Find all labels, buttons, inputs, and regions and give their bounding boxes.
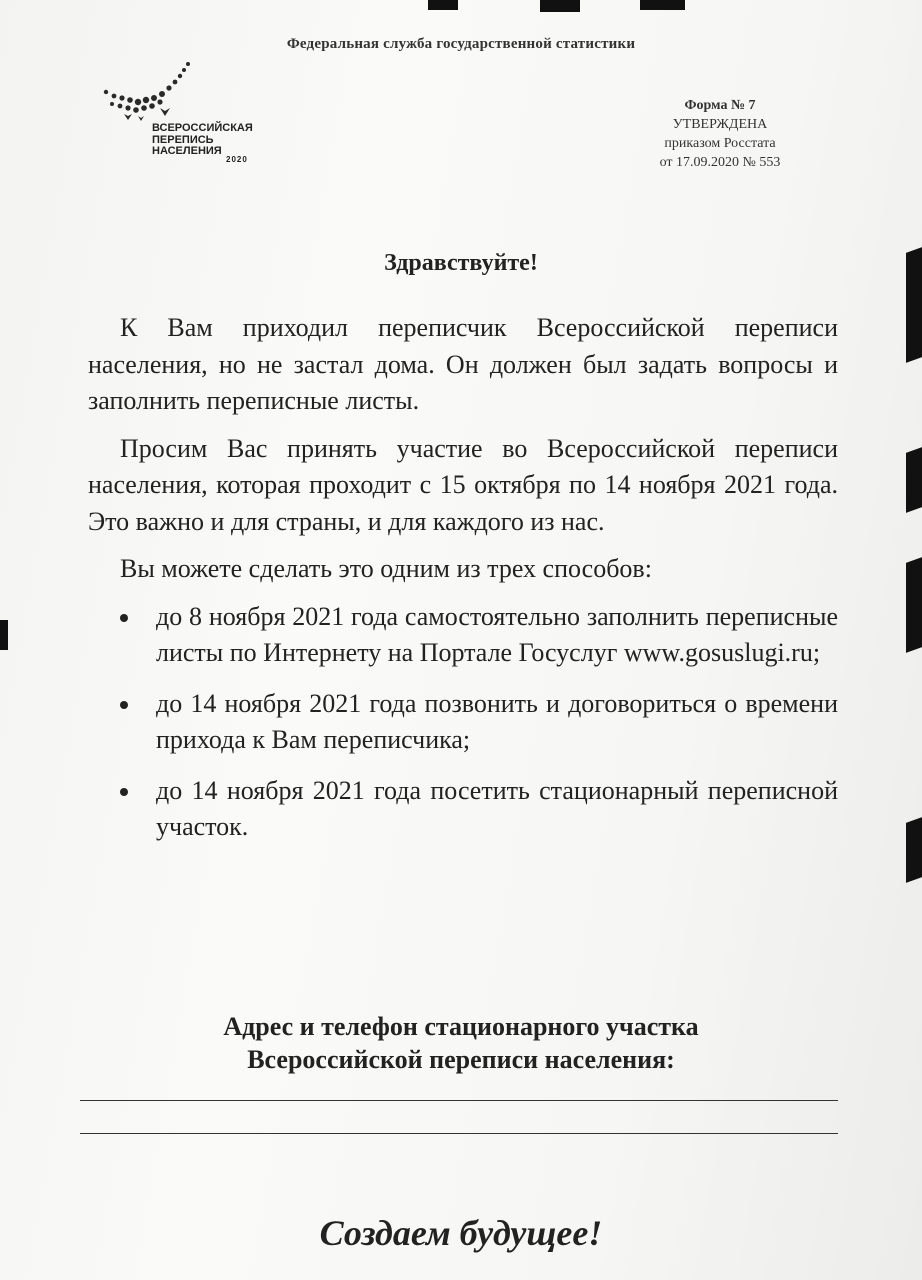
logo-line: ПЕРЕПИСЬ [152, 133, 214, 146]
address-heading-line: Всероссийской переписи населения: [247, 1045, 675, 1074]
slogan: Создаем будущее! [319, 1213, 603, 1253]
address-heading [0, 1010, 922, 1076]
form-approval-block [620, 96, 820, 172]
background-stripe [428, 0, 458, 10]
bullet-icon [120, 788, 128, 796]
greeting-heading: Здравствуйте! [384, 250, 538, 276]
list-item [88, 599, 838, 672]
logo-line: ВСЕРОССИЙСКАЯ [152, 122, 253, 134]
option-text: до 14 ноября 2021 года посетить стационарный переписной участок. [156, 775, 838, 841]
background-stripe [0, 620, 8, 650]
phone-blank-line [80, 1133, 838, 1134]
logo-year: 2020 [226, 155, 248, 164]
list-item [88, 773, 838, 846]
form-date: от 17.09.2020 № 553 [659, 155, 781, 170]
paragraph: Просим Вас принять участие во Всероссийской переписи населения, которая проходит с 15 октября по 14 ноября 2021 года. Это важно и для страны, и для каждого из нас. [88, 433, 838, 536]
form-order: приказом Росстата [664, 136, 776, 151]
bullet-icon [120, 614, 128, 622]
background-stripe [906, 817, 922, 883]
option-text: до 8 ноября 2021 года самостоятельно заполнить переписные листы по Интернету на Портале Госуслуг www.gosuslugi.ru; [156, 601, 838, 667]
organization-header: Федеральная служба государственной статистики [286, 36, 636, 52]
option-text: до 14 ноября 2021 года позвонить и договориться о времени прихода к Вам переписчика; [156, 688, 838, 754]
logo-line: НАСЕЛЕНИЯ [152, 145, 222, 157]
paragraph: К Вам приходил переписчик Всероссийской переписи населения, но не застал дома. Он должен был задать вопросы и заполнить переписные листы. [88, 313, 838, 415]
background-stripe [640, 0, 685, 10]
address-blank-line [80, 1100, 838, 1101]
notice-body [88, 310, 838, 860]
address-heading-line: Адрес и телефон стационарного участка [223, 1012, 699, 1041]
paragraph: Вы можете сделать это одним из трех способов: [120, 554, 652, 583]
form-approved: УТВЕРЖДЕНА [672, 117, 768, 132]
background-stripe [540, 0, 580, 12]
background-stripe [906, 447, 922, 513]
options-list [88, 599, 838, 846]
form-number: Форма № 7 [684, 98, 756, 113]
background-stripe [906, 557, 922, 653]
bullet-icon [120, 701, 128, 709]
logo-text [152, 123, 253, 158]
list-item [88, 686, 838, 759]
